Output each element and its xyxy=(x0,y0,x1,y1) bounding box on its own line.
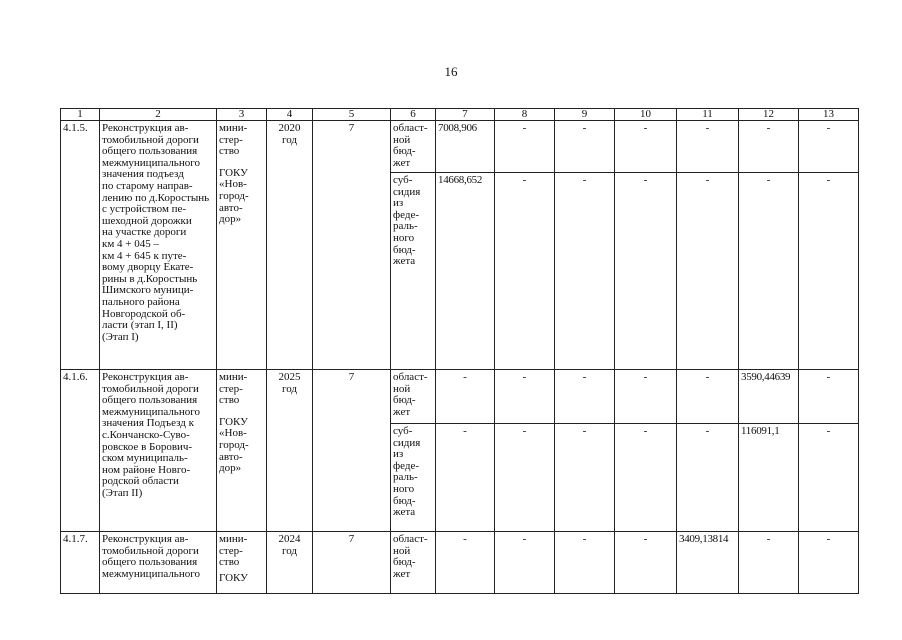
value-cell: - xyxy=(495,173,555,370)
executor-cell xyxy=(217,370,267,532)
value-cell: - xyxy=(615,173,677,370)
value-cell: 14668,652 xyxy=(436,173,495,370)
col5-value: 7 xyxy=(313,532,391,594)
col-header: 12 xyxy=(739,109,799,121)
executor-goku: ГОКУ «Нов- город- авто- дор» xyxy=(219,415,249,475)
year: 2025 год xyxy=(267,370,313,532)
value-cell: - xyxy=(739,121,799,173)
value-cell: - xyxy=(739,173,799,370)
value-cell: - xyxy=(615,121,677,173)
value-cell: - xyxy=(555,173,615,370)
value-cell: - xyxy=(555,370,615,424)
col-header: 6 xyxy=(391,109,436,121)
funding-source: област- ной бюд- жет xyxy=(391,532,436,594)
executor-cell xyxy=(217,532,267,594)
value-cell: - xyxy=(677,173,739,370)
table-row xyxy=(61,121,859,173)
item-number: 4.1.6. xyxy=(61,370,100,532)
funding-source: област- ной бюд- жет xyxy=(391,370,436,424)
executor-goku: ГОКУ «Нов- город- авто- дор» xyxy=(219,166,249,226)
executor-goku: ГОКУ xyxy=(219,571,248,584)
funding-source: суб- сидия из феде- раль- ного бюд- жета xyxy=(391,424,436,532)
value-cell: - xyxy=(799,532,859,594)
item-name: Реконструкция ав- томобильной дороги общего пользования межмуниципального значения подъезд по старому направ- лению по д.Коростынь с устройством пе- шеходной дорожки на участке дороги км 4 + 045 – км 4 + 645 к путе- вому дворцу Екате- рины в д.Коростынь Шимского муници- пального района Новгородской об- ласти (этап I, II) (Этап I) xyxy=(100,121,217,370)
col-header: 10 xyxy=(615,109,677,121)
value-cell: - xyxy=(615,370,677,424)
table-row xyxy=(61,370,859,424)
value-cell: - xyxy=(436,370,495,424)
value-cell: - xyxy=(799,424,859,532)
funding-source: област- ной бюд- жет xyxy=(391,121,436,173)
value-cell: - xyxy=(677,370,739,424)
table-row xyxy=(61,532,859,594)
value-cell: - xyxy=(677,424,739,532)
col5-value: 7 xyxy=(313,370,391,532)
executor-ministry: мини- стер- ство xyxy=(219,122,248,158)
executor-cell xyxy=(217,121,267,370)
value-cell: 116091,1 xyxy=(739,424,799,532)
value-cell: - xyxy=(495,121,555,173)
budget-table xyxy=(60,108,859,594)
value-cell: - xyxy=(739,532,799,594)
value-cell: 7008,906 xyxy=(436,121,495,173)
header-row xyxy=(61,109,859,121)
col-header: 4 xyxy=(267,109,313,121)
value-cell: - xyxy=(436,424,495,532)
col5-value: 7 xyxy=(313,121,391,370)
item-number: 4.1.5. xyxy=(61,121,100,370)
col-header: 1 xyxy=(61,109,100,121)
executor-ministry: мини- стер- ство xyxy=(219,371,248,407)
col-header: 3 xyxy=(217,109,267,121)
value-cell: - xyxy=(495,370,555,424)
col-header: 13 xyxy=(799,109,859,121)
value-cell: 3409,13814 xyxy=(677,532,739,594)
value-cell: - xyxy=(799,173,859,370)
value-cell: - xyxy=(555,532,615,594)
value-cell: - xyxy=(677,121,739,173)
value-cell: - xyxy=(495,424,555,532)
value-cell: - xyxy=(555,121,615,173)
funding-source: суб- сидия из феде- раль- ного бюд- жета xyxy=(391,173,436,370)
year: 2024 год xyxy=(267,532,313,594)
col-header: 5 xyxy=(313,109,391,121)
col-header: 2 xyxy=(100,109,217,121)
col-header: 8 xyxy=(495,109,555,121)
item-number: 4.1.7. xyxy=(61,532,100,594)
page-number: 16 xyxy=(444,64,458,79)
executor-ministry: мини- стер- ство xyxy=(219,533,248,569)
value-cell: - xyxy=(799,121,859,173)
value-cell: - xyxy=(615,424,677,532)
col-header: 7 xyxy=(436,109,495,121)
value-cell: - xyxy=(615,532,677,594)
year: 2020 год xyxy=(267,121,313,370)
item-name: Реконструкция ав- томобильной дороги общего пользования межмуниципального значения Подъезд к с.Кончанско-Суво- ровское в Борович- ском муниципаль- ном районе Новго- родской области (Этап II) xyxy=(100,370,217,532)
value-cell: 3590,44639 xyxy=(739,370,799,424)
col-header: 11 xyxy=(677,109,739,121)
item-name: Реконструкция ав- томобильной дороги общего пользования межмуниципального xyxy=(100,532,217,594)
col-header: 9 xyxy=(555,109,615,121)
value-cell: - xyxy=(555,424,615,532)
value-cell: - xyxy=(436,532,495,594)
value-cell: - xyxy=(495,532,555,594)
value-cell: - xyxy=(799,370,859,424)
